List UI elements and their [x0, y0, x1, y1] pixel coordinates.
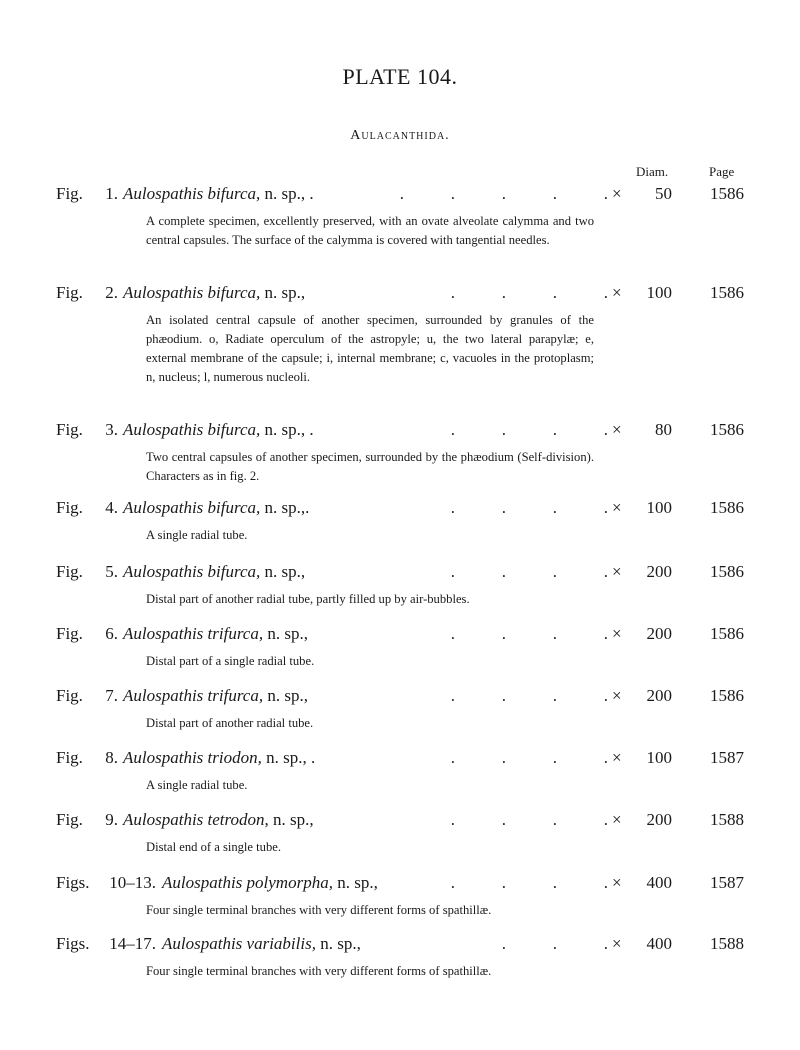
- fig-number: 10–13.: [109, 873, 156, 892]
- magnification-sign: ×: [612, 748, 622, 767]
- entry-heading: [0, 934, 800, 958]
- entry-heading: [0, 748, 800, 772]
- magnification-sign: ×: [612, 283, 622, 302]
- fig-label: Figs.: [56, 934, 90, 953]
- figure-entry-1: [0, 184, 800, 247]
- fig-number: 9.: [105, 810, 118, 829]
- magnification-sign: ×: [612, 686, 622, 705]
- diameter-value: 400: [646, 934, 672, 953]
- diameter-value: 50: [655, 184, 672, 203]
- page-number: 1586: [710, 686, 744, 705]
- species-suffix: n. sp.,: [267, 686, 308, 705]
- page-number: 1587: [710, 748, 744, 767]
- figure-description: Four single terminal branches with very different forms of spathillæ.: [146, 903, 492, 917]
- figure-entry-2: [0, 283, 800, 384]
- figure-description: Distal part of another radial tube, partly filled up by air-bubbles.: [146, 592, 470, 606]
- magnification-sign: ×: [612, 934, 622, 953]
- fig-label: Fig.: [56, 498, 83, 517]
- dot-leader: . . . .: [450, 498, 608, 517]
- species-name: [123, 184, 314, 204]
- species-name: [162, 873, 378, 893]
- figure-description: An isolated central capsule of another specimen, surrounded by granules of the phæodium. o, Radiate operculum of the astropyle; u, the two lateral parapylæ; e, external membrane of the capsule; i, internal membrane; c, vacuoles in the protoplasm; n, nucleus; l, numerous nucleoli.: [146, 313, 594, 384]
- species-binomial: Aulospathis triodon,: [123, 748, 262, 767]
- fig-label: Fig.: [56, 184, 83, 203]
- entry-heading: [0, 686, 800, 710]
- magnification-sign: ×: [612, 873, 622, 892]
- diameter-value: 200: [646, 686, 672, 705]
- dot-leader: . . . .: [450, 748, 608, 767]
- dot-leader: . . . .: [450, 283, 608, 302]
- dot-leader: . . . .: [450, 420, 608, 439]
- species-name: [123, 810, 314, 830]
- species-suffix: n. sp., .: [264, 420, 314, 439]
- species-binomial: Aulospathis bifurca,: [123, 562, 261, 581]
- page-number: 1586: [710, 184, 744, 203]
- species-suffix: n. sp.,: [264, 283, 306, 302]
- species-suffix: n. sp., .: [266, 748, 316, 767]
- fig-label: Fig.: [56, 562, 83, 581]
- fig-label: Figs.: [56, 873, 90, 892]
- page-number: 1588: [710, 810, 744, 829]
- plate-title: PLATE 104.: [342, 64, 458, 89]
- species-binomial: Aulospathis tetrodon,: [123, 810, 269, 829]
- dot-leader: . . . .: [450, 873, 608, 892]
- fig-label: Fig.: [56, 624, 83, 643]
- diameter-value: 100: [646, 283, 672, 302]
- diameter-value: 400: [646, 873, 672, 892]
- diameter-value: 100: [646, 498, 672, 517]
- diameter-value: 200: [646, 624, 672, 643]
- figure-entry-9: [0, 810, 800, 854]
- section-title: Aulacanthida.: [350, 128, 450, 143]
- dot-leader: . . . .: [450, 686, 608, 705]
- magnification-sign: ×: [612, 184, 622, 203]
- fig-label: Fig.: [56, 420, 83, 439]
- species-suffix: n. sp.,: [267, 624, 308, 643]
- species-suffix: n. sp.,: [264, 562, 306, 581]
- dot-leader: . . . .: [450, 624, 608, 643]
- fig-number: 8.: [105, 748, 118, 767]
- entry-heading: [0, 184, 800, 208]
- fig-label: Fig.: [56, 748, 83, 767]
- page-number: 1586: [710, 498, 744, 517]
- figure-description: Distal part of another radial tube.: [146, 716, 314, 730]
- magnification-sign: ×: [612, 624, 622, 643]
- figure-entry-6: [0, 624, 800, 668]
- entry-heading: [0, 562, 800, 586]
- species-binomial: Aulospathis polymorpha,: [162, 873, 333, 892]
- page-number: 1588: [710, 934, 744, 953]
- diameter-value: 200: [646, 562, 672, 581]
- species-binomial: Aulospathis variabilis,: [162, 934, 316, 953]
- species-binomial: Aulospathis bifurca,: [123, 184, 261, 203]
- entry-heading: [0, 498, 800, 522]
- species-name: [123, 624, 308, 644]
- dot-leader: . . . . .: [399, 184, 608, 203]
- fig-label: Fig.: [56, 686, 83, 705]
- species-name: [123, 686, 308, 706]
- figure-entry-10: [0, 873, 800, 917]
- figure-description: A single radial tube.: [146, 778, 248, 792]
- fig-number: 1.: [105, 184, 118, 203]
- entry-heading: [0, 810, 800, 834]
- fig-number: 4.: [105, 498, 118, 517]
- page-number: 1586: [710, 624, 744, 643]
- figure-entry-5: [0, 562, 800, 606]
- species-name: [123, 420, 314, 440]
- figure-entry-4: [0, 498, 800, 542]
- figure-description: A single radial tube.: [146, 528, 248, 542]
- species-suffix: n. sp.,: [320, 934, 361, 953]
- figure-entry-3: [0, 420, 800, 483]
- species-binomial: Aulospathis bifurca,: [123, 498, 261, 517]
- species-name: [123, 562, 305, 582]
- species-binomial: Aulospathis bifurca,: [123, 420, 261, 439]
- fig-number: 7.: [105, 686, 118, 705]
- page-number: 1586: [710, 420, 744, 439]
- fig-number: 2.: [105, 283, 118, 302]
- page-number: 1586: [710, 283, 744, 302]
- figure-entry-11: [0, 934, 800, 978]
- diameter-value: 100: [646, 748, 672, 767]
- magnification-sign: ×: [612, 562, 622, 581]
- fig-number: 5.: [105, 562, 118, 581]
- magnification-sign: ×: [612, 420, 622, 439]
- fig-number: 3.: [105, 420, 118, 439]
- dot-leader: . . . .: [450, 562, 608, 581]
- entry-heading: [0, 873, 800, 897]
- species-binomial: Aulospathis trifurca,: [123, 686, 264, 705]
- species-suffix: n. sp.,: [337, 873, 378, 892]
- species-suffix: n. sp.,.: [264, 498, 310, 517]
- entry-heading: [0, 420, 800, 444]
- figure-description: A complete specimen, excellently preserved, with an ovate alveolate calymma and two central capsules. The surface of the calymma is covered with tangential needles.: [146, 214, 594, 247]
- figure-entry-8: [0, 748, 800, 792]
- figure-description: Distal end of a single tube.: [146, 840, 282, 854]
- figure-entry-7: [0, 686, 800, 730]
- dot-leader: . . . .: [450, 810, 608, 829]
- fig-number: 14–17.: [109, 934, 156, 953]
- diam-column-header: Diam.: [636, 164, 669, 179]
- fig-label: Fig.: [56, 810, 83, 829]
- species-suffix: n. sp., .: [264, 184, 314, 203]
- species-name: [123, 748, 315, 768]
- diameter-value: 200: [646, 810, 672, 829]
- magnification-sign: ×: [612, 498, 622, 517]
- diameter-value: 80: [655, 420, 672, 439]
- species-name: [123, 283, 305, 303]
- page-number: 1586: [710, 562, 744, 581]
- species-binomial: Aulospathis bifurca,: [123, 283, 261, 302]
- species-suffix: n. sp.,: [273, 810, 314, 829]
- entry-heading: [0, 624, 800, 648]
- page-column-header: Page: [709, 164, 735, 179]
- species-binomial: Aulospathis trifurca,: [123, 624, 264, 643]
- page-number: 1587: [710, 873, 744, 892]
- figure-description: Four single terminal branches with very different forms of spathillæ.: [146, 964, 492, 978]
- figure-description: Two central capsules of another specimen, surrounded by the phæodium (Self-division). Characters as in fig. 2.: [146, 450, 594, 483]
- magnification-sign: ×: [612, 810, 622, 829]
- dot-leader: . . .: [501, 934, 608, 953]
- species-name: [123, 498, 309, 518]
- entry-heading: [0, 283, 800, 307]
- figure-description: Distal part of a single radial tube.: [146, 654, 315, 668]
- fig-number: 6.: [105, 624, 118, 643]
- fig-label: Fig.: [56, 283, 83, 302]
- species-name: [162, 934, 361, 954]
